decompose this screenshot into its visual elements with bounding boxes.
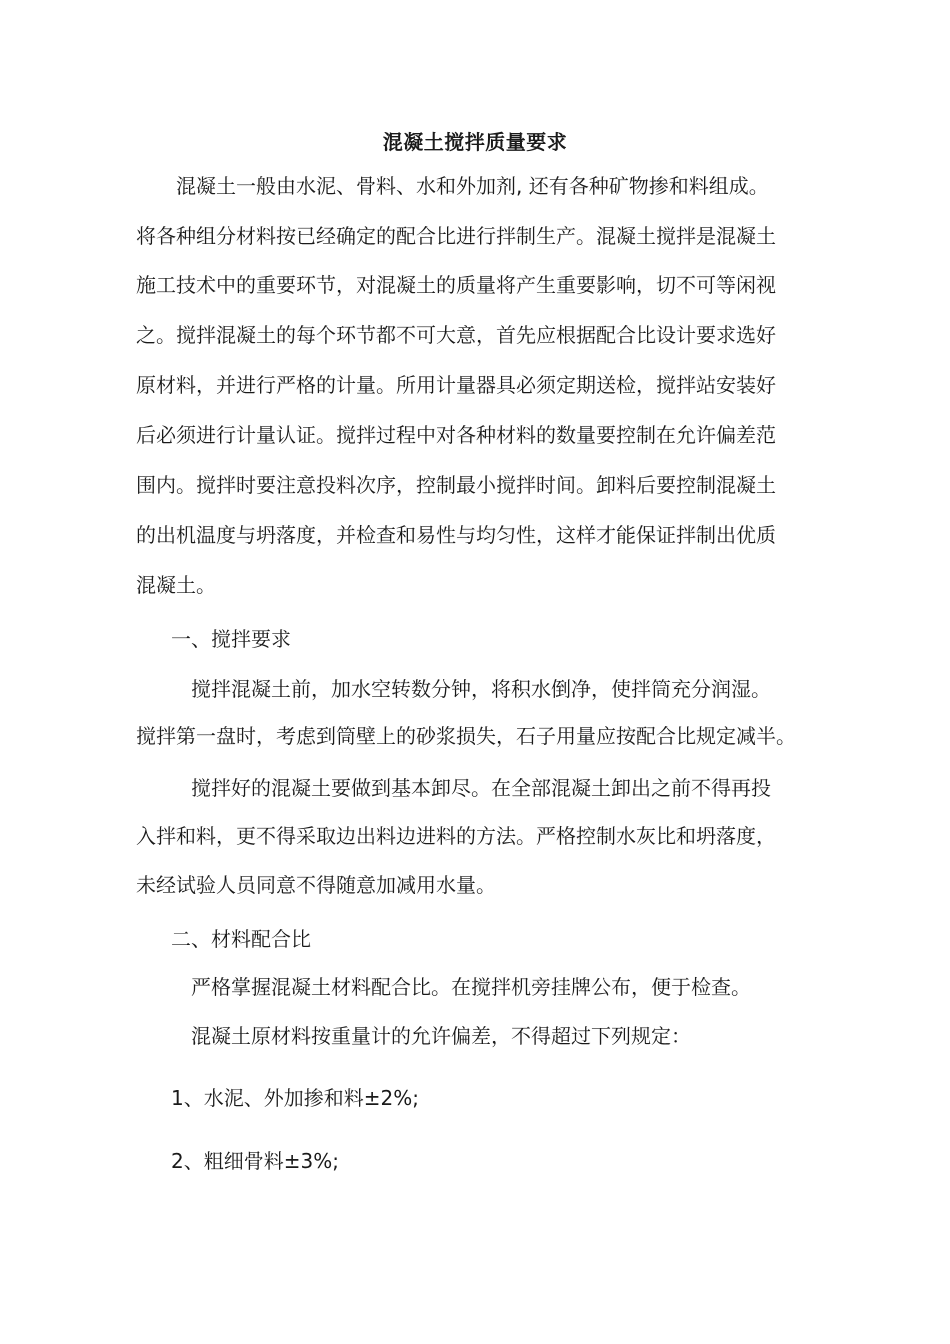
section1-para1-line: 搅拌第一盘时，考虑到筒壁上的砂浆损失，石子用量应按配合比规定减半。 bbox=[136, 724, 796, 748]
intro-line: 原材料，并进行严格的计量。所用计量器具必须定期送检，搅拌站安装好 bbox=[136, 373, 776, 397]
section1-para1-line: 搅拌混凝土前，加水空转数分钟，将积水倒净，使拌筒充分润湿。 bbox=[191, 677, 771, 701]
section1-para2-line: 搅拌好的混凝土要做到基本卸尽。在全部混凝土卸出之前不得再投 bbox=[191, 776, 771, 800]
intro-line: 将各种组分材料按已经确定的配合比进行拌制生产。混凝土搅拌是混凝土 bbox=[136, 224, 776, 248]
section1-para2-line: 未经试验人员同意不得随意加减用水量。 bbox=[136, 873, 496, 897]
list-item: 2、粗细骨料±3%; bbox=[171, 1149, 339, 1173]
intro-line: 混凝土。 bbox=[136, 573, 216, 597]
document-title: 混凝土搅拌质量要求 bbox=[382, 130, 568, 154]
section2-para1: 严格掌握混凝土材料配合比。在搅拌机旁挂牌公布，便于检查。 bbox=[191, 975, 751, 999]
intro-line: 后必须进行计量认证。搅拌过程中对各种材料的数量要控制在允许偏差范 bbox=[136, 423, 776, 447]
intro-line: 施工技术中的重要环节，对混凝土的质量将产生重要影响，切不可等闲视 bbox=[136, 273, 776, 297]
section2-para2: 混凝土原材料按重量计的允许偏差，不得超过下列规定： bbox=[191, 1024, 691, 1048]
intro-line: 混凝土一般由水泥、骨料、水和外加剂, 还有各种矿物掺和料组成。 bbox=[176, 174, 769, 198]
section-heading: 一、搅拌要求 bbox=[171, 627, 291, 651]
section1-para2-line: 入拌和料，更不得采取边出料边进料的方法。严格控制水灰比和坍落度， bbox=[136, 824, 776, 848]
intro-line: 之。搅拌混凝土的每个环节都不可大意，首先应根据配合比设计要求选好 bbox=[136, 323, 776, 347]
intro-line: 围内。搅拌时要注意投料次序，控制最小搅拌时间。卸料后要控制混凝土 bbox=[136, 473, 776, 497]
intro-line: 的出机温度与坍落度，并检查和易性与均匀性，这样才能保证拌制出优质 bbox=[136, 523, 776, 547]
list-item: 1、水泥、外加掺和料±2%; bbox=[171, 1086, 419, 1110]
section-heading: 二、材料配合比 bbox=[171, 927, 311, 951]
